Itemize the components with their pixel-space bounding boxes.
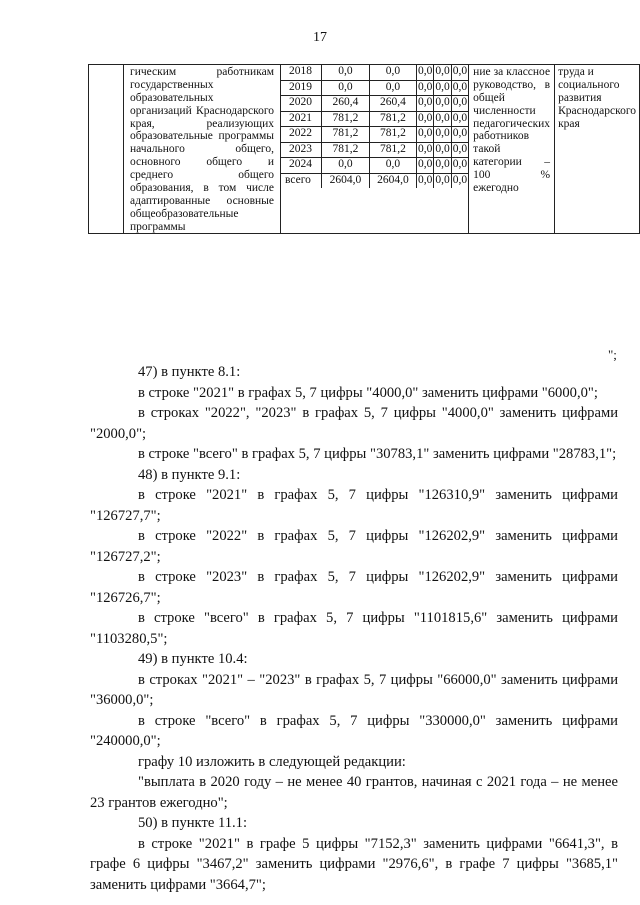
text-paragraph: в строках "2022", "2023" в графах 5, 7 цифры "4000,0" заменить цифрами "2000,0";: [90, 405, 618, 442]
empty-first-cell: [89, 65, 124, 234]
text-paragraph: в строке "2022" в графах 5, 7 цифры "126202,9" заменить цифрами "126727,2";: [90, 528, 618, 565]
indicator-cell: ние за классное руководство, в общей численности педагогических работников такой категории – 100 % ежегодно: [469, 65, 555, 234]
year-cell: 2021: [281, 111, 322, 127]
amount-other-cell: 0,0: [451, 142, 468, 158]
amount-budget-cell: 781,2: [369, 127, 416, 143]
year-cell: 2018: [281, 65, 322, 80]
closing-quote: ";: [608, 347, 617, 362]
responsible-cell: труда и социального развития Краснодарского края: [555, 65, 640, 234]
amount-other-cell: 0,0: [417, 142, 434, 158]
amount-other-cell: 0,0: [417, 80, 434, 96]
text-paragraph: в строке "2021" в графах 5, 7 цифры "4000,0" заменить цифрами "6000,0";: [138, 384, 598, 401]
table-row: [89, 65, 640, 234]
financing-row: [281, 173, 468, 188]
amount-other-cell: 0,0: [434, 65, 451, 80]
financing-row: [281, 142, 468, 158]
amount-other-cell: 0,0: [451, 65, 468, 80]
text-paragraph: 49) в пункте 10.4:: [138, 651, 248, 667]
year-cell: 2024: [281, 158, 322, 174]
amount-other-cell: 0,0: [417, 65, 434, 80]
amount-budget-cell: 0,0: [369, 158, 416, 174]
amount-other-cell: 0,0: [417, 96, 434, 112]
amount-other-cell: 0,0: [451, 127, 468, 143]
text-paragraph: в строке "всего" в графах 5, 7 цифры "330000,0" заменить цифрами "240000,0";: [90, 712, 618, 749]
amount-other-cell: 0,0: [451, 158, 468, 174]
amount-total-cell: 781,2: [322, 111, 370, 127]
amount-other-cell: 0,0: [417, 127, 434, 143]
text-paragraph: в строке "всего" в графах 5, 7 цифры "30783,1" заменить цифрами "28783,1";: [138, 446, 617, 462]
amount-budget-cell: 260,4: [369, 96, 416, 112]
amount-budget-cell: 781,2: [369, 142, 416, 158]
text-paragraph: графу 10 изложить в следующей редакции:: [138, 753, 406, 770]
text-paragraph: в строке "2023" в графах 5, 7 цифры "126202,9" заменить цифрами "126726,7";: [90, 569, 618, 606]
amount-budget-cell: 0,0: [369, 65, 416, 80]
text-paragraph: 48) в пункте 9.1:: [138, 466, 241, 483]
amount-other-cell: 0,0: [434, 127, 451, 143]
amount-other-cell: 0,0: [451, 111, 468, 127]
year-cell: 2022: [281, 127, 322, 143]
year-cell: 2020: [281, 96, 322, 112]
year-cell: 2019: [281, 80, 322, 96]
amount-total-cell: 260,4: [322, 96, 370, 112]
measure-description: гическим работникам государственных образовательных организаций Краснодарского края, реализующих образовательные программы начального общего, основного общего и среднего общего образования, в том числе адаптированные основные общеобразовательные программы: [124, 65, 281, 234]
financing-row: [281, 65, 468, 80]
amount-budget-cell: 2604,0: [369, 173, 416, 188]
text-paragraph: 50) в пункте 11.1:: [138, 815, 248, 831]
amendment-text: [90, 362, 618, 895]
amount-total-cell: 2604,0: [322, 173, 370, 188]
amount-other-cell: 0,0: [417, 173, 434, 188]
amount-total-cell: 0,0: [322, 65, 370, 80]
year-cell: всего: [281, 173, 322, 188]
amount-other-cell: 0,0: [434, 96, 451, 112]
amount-other-cell: 0,0: [451, 80, 468, 96]
amount-other-cell: 0,0: [417, 111, 434, 127]
amount-other-cell: 0,0: [434, 173, 451, 188]
amount-total-cell: 0,0: [322, 158, 370, 174]
amount-total-cell: 781,2: [322, 142, 370, 158]
program-table: [88, 64, 640, 234]
amount-other-cell: 0,0: [417, 158, 434, 174]
amount-other-cell: 0,0: [451, 96, 468, 112]
financing-row: [281, 111, 468, 127]
amount-other-cell: 0,0: [434, 142, 451, 158]
amount-other-cell: 0,0: [434, 111, 451, 127]
text-paragraph: в строке "всего" в графах 5, 7 цифры "1101815,6" заменить цифрами "1103280,5";: [90, 610, 618, 647]
page-number: 17: [313, 30, 327, 45]
year-cell: 2023: [281, 142, 322, 158]
amount-other-cell: 0,0: [434, 80, 451, 96]
financing-row: [281, 127, 468, 143]
financing-row: [281, 158, 468, 174]
financing-row: [281, 96, 468, 112]
financing-row: [281, 80, 468, 96]
text-paragraph: в строке "2021" в графе 5 цифры "7152,3" заменить цифрами "6641,3", в графе 6 цифры "3467,2" заменить цифрами "2976,6", в графе 7 цифры "3685,1" заменить цифрами "3664,7";: [90, 835, 618, 893]
amount-other-cell: 0,0: [434, 158, 451, 174]
amount-total-cell: 781,2: [322, 127, 370, 143]
text-paragraph: в строках "2021" – "2023" в графах 5, 7 цифры "66000,0" заменить цифрами "36000,0";: [90, 671, 618, 708]
amount-budget-cell: 781,2: [369, 111, 416, 127]
financing-cell: [281, 65, 469, 234]
financing-table: [281, 65, 468, 188]
text-paragraph: "выплата в 2020 году – не менее 40 грантов, начиная с 2021 года – не менее 23 грантов ежегодно";: [90, 774, 618, 811]
text-paragraph: в строке "2021" в графах 5, 7 цифры "126310,9" заменить цифрами "126727,7";: [90, 487, 618, 524]
amount-total-cell: 0,0: [322, 80, 370, 96]
text-paragraph: 47) в пункте 8.1:: [138, 364, 241, 380]
amount-other-cell: 0,0: [452, 173, 468, 186]
amount-budget-cell: 0,0: [369, 80, 416, 96]
